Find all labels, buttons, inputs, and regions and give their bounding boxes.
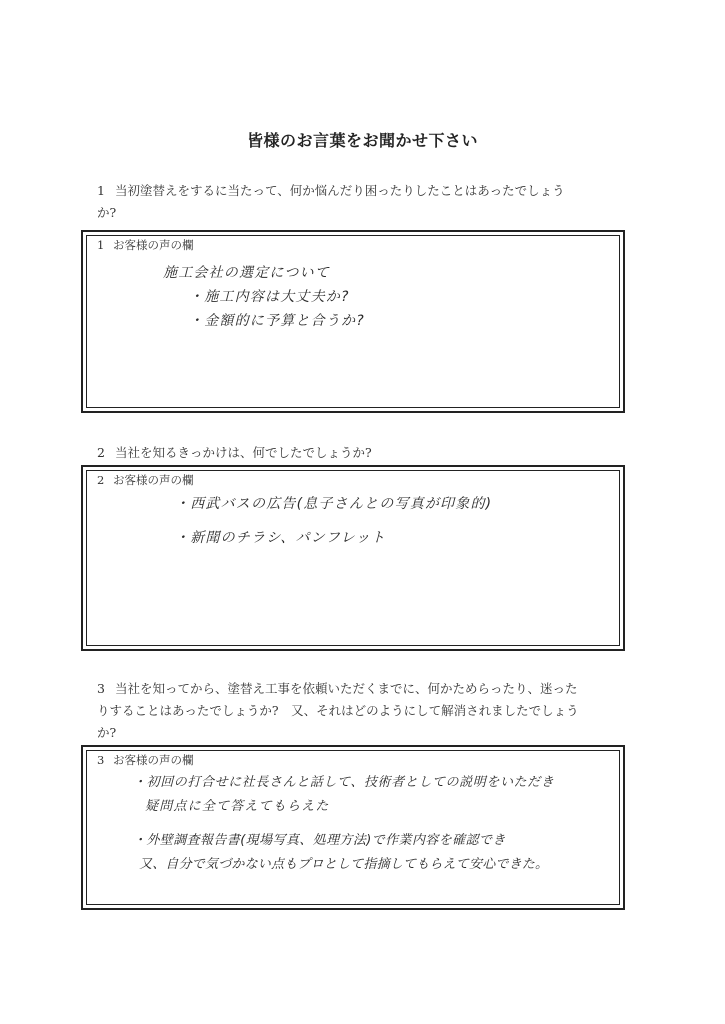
handwritten-answer: ・金額的に予算と合うか? [189, 313, 365, 329]
box-label [97, 472, 194, 488]
handwritten-answer: ・外壁調査報告書(現場写真、処理方法)で作業内容を確認でき [133, 833, 506, 848]
question-number: 1 [97, 183, 105, 198]
box-number: 1 [97, 238, 105, 252]
handwritten-answer: ・西武バスの広告(息子さんとの写真が印象的) [175, 496, 493, 512]
box-number: 2 [97, 473, 105, 487]
handwritten-answer: ・新聞のチラシ、パンフレット [175, 530, 386, 546]
handwritten-answer: ・初回の打合せに社長さんと話して、技術者としての説明をいただき [133, 775, 555, 790]
question-1 [97, 180, 632, 224]
page-title: 皆様のお言葉をお聞かせ下さい [246, 131, 478, 150]
answer-box-1 [81, 230, 625, 413]
box-label [97, 237, 194, 253]
answer-box-3 [81, 745, 625, 910]
handwritten-answer: 施工会社の選定について [163, 265, 330, 281]
question-text: 当社を知るきっかけは、何でしたでしょうか? [115, 445, 372, 460]
question-number: 2 [97, 445, 105, 460]
question-text: 当初塗替えをするに当たって、何か悩んだり困ったりしたことはあったでしょう [115, 183, 565, 198]
answer-box-2 [81, 465, 625, 651]
handwritten-answer: 疑問点に全て答えてもらえた [145, 799, 330, 814]
box-label-text: お客様の声の欄 [113, 238, 194, 252]
box-label-text: お客様の声の欄 [113, 473, 194, 487]
question-text-cont: りすることはあったでしょうか? 又、それはどのようにして解消されましたでしょう [97, 703, 579, 718]
question-text: 当社を知ってから、塗替え工事を依頼いただくまでに、何かためらったり、迷った [115, 681, 578, 696]
box-label [97, 752, 194, 768]
question-3 [97, 678, 632, 744]
question-text-cont: か? [97, 725, 117, 740]
handwritten-answer: ・施工内容は大丈夫か? [189, 289, 350, 305]
handwritten-answer: 又、自分で気づかない点もプロとして指摘してもらえて安心できた。 [139, 857, 549, 872]
question-2 [97, 442, 632, 464]
box-label-text: お客様の声の欄 [113, 753, 194, 767]
question-text-cont: か? [97, 205, 117, 220]
box-number: 3 [97, 753, 105, 767]
question-number: 3 [97, 681, 105, 696]
